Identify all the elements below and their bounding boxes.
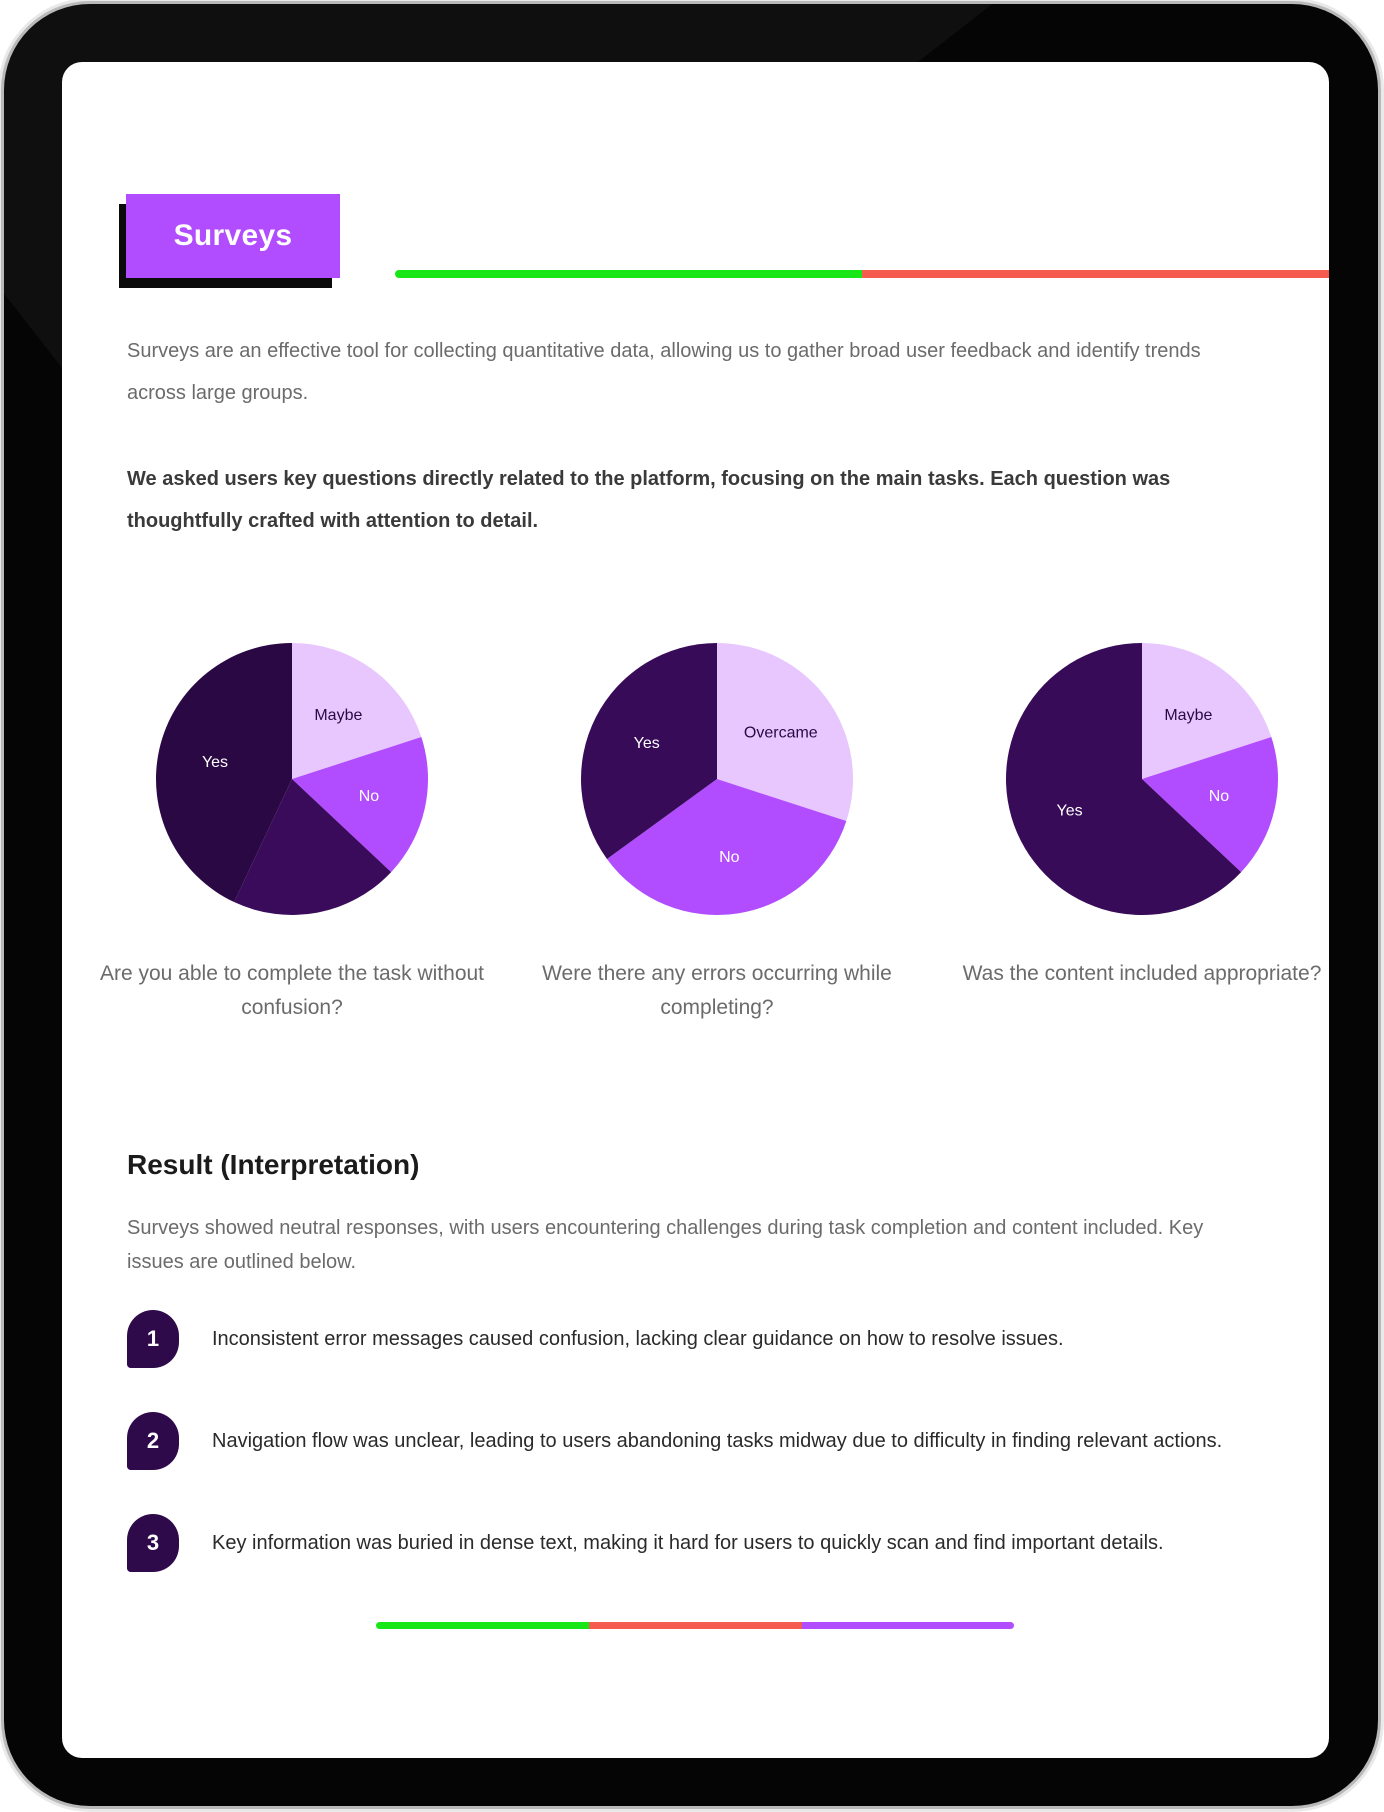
issue-number-badge: 3	[127, 1514, 179, 1572]
issue-text: Key information was buried in dense text, making it hard for users to quickly scan and find important details.	[212, 1532, 1164, 1554]
tablet-bezel	[4, 4, 1378, 1806]
pie-slice-label: No	[1208, 788, 1230, 806]
divider-red	[589, 1622, 802, 1629]
pie-caption: Was the content included appropriate?	[962, 962, 1322, 985]
pie-slice-label: Maybe	[1164, 707, 1213, 725]
screen	[62, 62, 1329, 1758]
pie-chart-confusion	[92, 629, 492, 1019]
pie-slice-label: Yes	[633, 735, 660, 753]
pie-chart-errors	[517, 629, 917, 1019]
pie-slice-label: No	[358, 788, 380, 806]
result-paragraph: Surveys showed neutral responses, with users encountering challenges during task completion and content included. Key issues are outlined below.	[127, 1217, 1204, 1273]
section-tag-label: Surveys	[173, 219, 293, 252]
issue-number-badge: 2	[127, 1412, 179, 1470]
issue-text: Navigation flow was unclear, leading to users abandoning tasks midway due to difficulty in finding relevant actions.	[212, 1430, 1223, 1452]
pie-svg	[92, 629, 492, 929]
pie-svg	[517, 629, 917, 929]
pie-slice-label: Yes	[201, 753, 229, 771]
divider-green	[376, 1622, 589, 1629]
pie-chart-content	[942, 629, 1329, 1019]
pie-caption: Were there any errors occurring while completing?	[542, 962, 892, 1019]
intro-paragraph: Surveys are an effective tool for collecting quantitative data, allowing us to gather broad user feedback and identify trends across large groups.	[127, 340, 1201, 404]
pie-slice-label: Maybe	[314, 707, 363, 725]
pie-svg	[942, 629, 1329, 929]
divider-purple	[802, 1622, 1014, 1629]
result-title: Result (Interpretation)	[127, 1149, 420, 1180]
issue-number-badge: 1	[127, 1310, 179, 1368]
pie-caption: Are you able to complete the task without confusion?	[99, 962, 485, 1019]
issue-text: Inconsistent error messages caused confusion, lacking clear guidance on how to resolve issues.	[212, 1328, 1064, 1350]
pie-slice-label: Overcame	[743, 724, 818, 742]
method-paragraph: We asked users key questions directly related to the platform, focusing on the main tasks. Each question was thoughtfully crafted with attention to detail.	[127, 468, 1171, 532]
divider-green	[395, 270, 862, 278]
pie-slice-label: Yes	[1056, 802, 1083, 820]
section-tag	[126, 194, 340, 278]
divider-red	[862, 270, 1329, 278]
pie-slice-label: No	[719, 848, 740, 866]
